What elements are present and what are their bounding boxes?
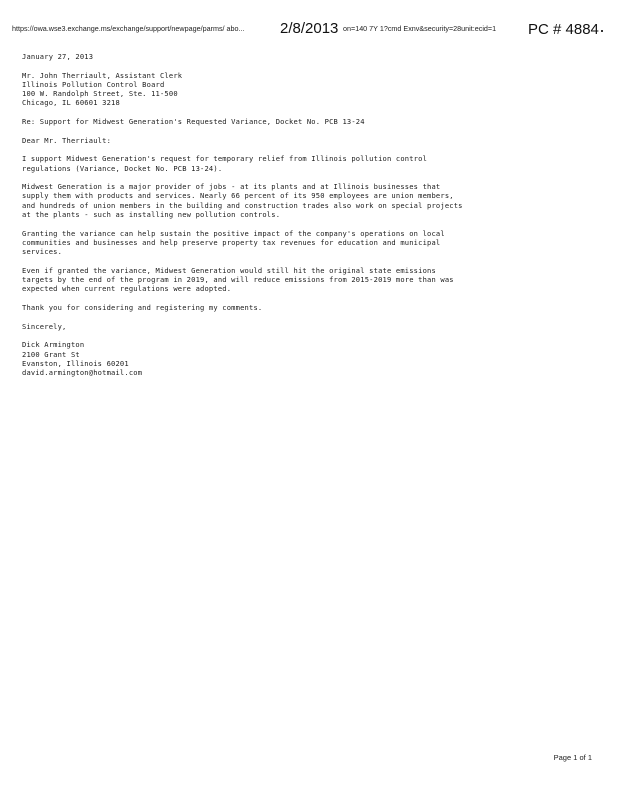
paragraph-emissions (22, 266, 587, 294)
fax-header-date: 2/8/2013 (280, 20, 339, 37)
signature-email: david.armington@hotmail.com (22, 368, 143, 378)
page-number: Page 1 of 1 (553, 753, 592, 762)
public-comment-number: PC # 4884 (528, 21, 599, 38)
paragraph-line: at the plants - such as installing new pollution controls. (22, 210, 281, 220)
fax-header-params: on=140 7Y 1?cmd Exnv&security=28unit:ecid=1 (343, 24, 497, 33)
paragraph-line: targets by the end of the program in 2019, and will reduce emissions from 2015-2019 more than was (22, 275, 454, 285)
paragraph-line: services. (22, 247, 63, 257)
paragraph-impact (22, 229, 587, 257)
signature-street: 2100 Grant St (22, 349, 80, 359)
recipient-line: Chicago, IL 60601 3218 (22, 98, 120, 108)
closing: Sincerely, (22, 321, 67, 331)
paragraph-line: supply them with products and services. Nearly 66 percent of its 950 employees are union members, (22, 191, 454, 201)
paragraph-line: Granting the variance can help sustain the positive impact of the company's operations on local (22, 228, 445, 238)
paragraph-thanks (22, 303, 587, 312)
subject-line: Re: Support for Midwest Generation's Requested Variance, Docket No. PCB 13-24 (22, 117, 365, 127)
paragraph-line: communities and businesses and help preserve property tax revenues for education and municipal (22, 237, 441, 247)
paragraph-line: Even if granted the variance, Midwest Generation would still hit the original state emissions (22, 265, 436, 275)
signature-name: Dick Armington (22, 340, 85, 350)
recipient-line: Illinois Pollution Control Board (22, 79, 165, 89)
recipient-line: 100 W. Randolph Street, Ste. 11-500 (22, 89, 178, 99)
salutation: Dear Mr. Therriault: (22, 135, 112, 145)
recipient-line: Mr. John Therriault, Assistant Clerk (22, 70, 183, 80)
letter-date: January 27, 2013 (22, 52, 94, 61)
paragraph-line: Thank you for considering and registering my comments. (22, 303, 263, 313)
paragraph-support (22, 154, 587, 173)
paragraph-line: expected when current regulations were adopted. (22, 284, 232, 294)
paragraph-jobs (22, 182, 587, 219)
fax-header-url: https://owa.wse3.exchange.ms/exchange/support/newpage/parms/ abo... (12, 24, 245, 33)
signature-block (22, 340, 587, 377)
scan-edge-mark (601, 30, 603, 32)
paragraph-line: I support Midwest Generation's request for temporary relief from Illinois pollution control (22, 154, 428, 164)
signature-city: Evanston, Illinois 60201 (22, 358, 129, 368)
paragraph-line: regulations (Variance, Docket No. PCB 13-24). (22, 163, 223, 173)
letter-body (22, 52, 587, 377)
paragraph-line: and hundreds of union members in the building and construction trades also work on special projects (22, 200, 463, 210)
recipient-address (22, 71, 587, 108)
paragraph-line: Midwest Generation is a major provider of jobs - at its plants and at Illinois businesses that (22, 182, 441, 192)
